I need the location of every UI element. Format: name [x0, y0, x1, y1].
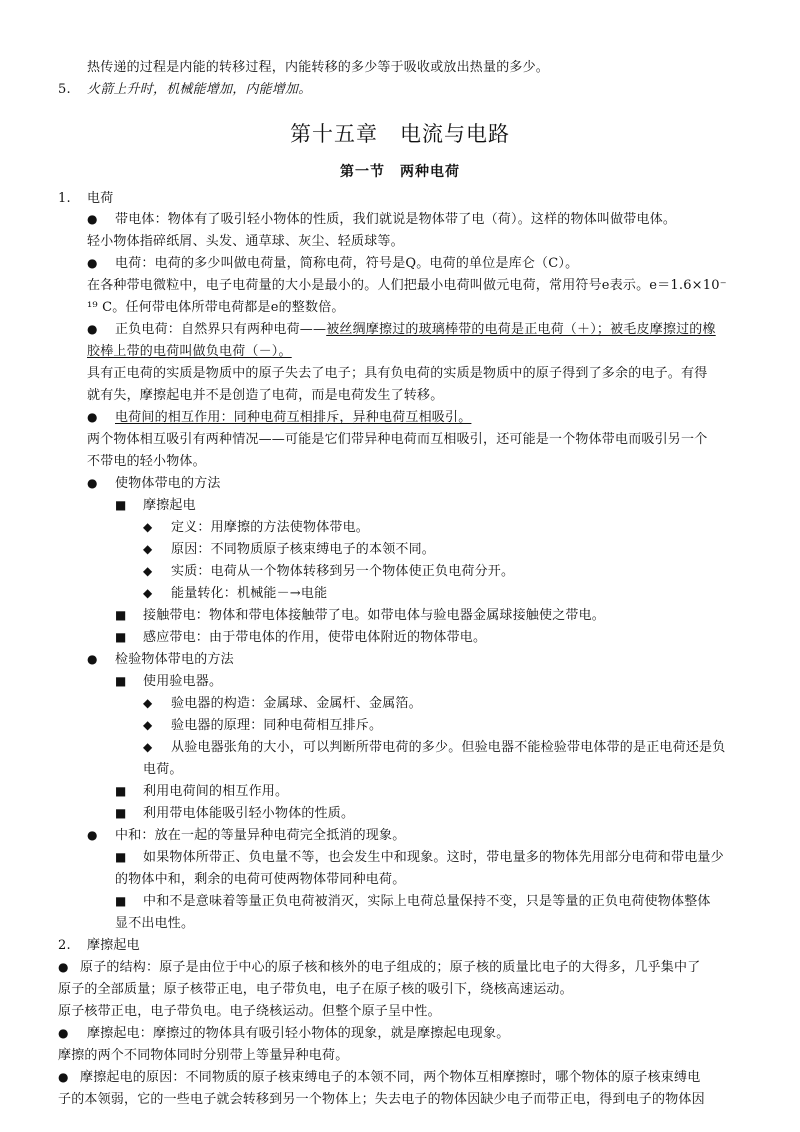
bullet-square-icon: ■: [115, 674, 127, 688]
subheading: 检验物体带电的方法: [115, 652, 234, 667]
bullet-diamond-icon: ◆: [143, 542, 153, 556]
subheading: 摩擦起电: [143, 498, 196, 513]
bullet-square-icon: ■: [115, 630, 127, 644]
list-item-text: 利用电荷间的相互作用。: [143, 784, 289, 799]
underlined-text: 电荷间的相互作用：同种电荷互相排斥，异种电荷互相吸引。: [115, 410, 472, 425]
list-item-text: 感应带电：由于带电体的作用，使带电体附近的物体带电。: [143, 630, 487, 645]
list-item-text: 接触带电：物体和带电体接触带了电。如带电体与验电器金属球接触使之带电。: [143, 608, 606, 623]
paragraph-line: 摩擦起电的原因：不同物质的原子核束缚电子的本领不同，两个物体互相摩擦时，哪个物体的原子核束缚电: [80, 1070, 701, 1085]
list-item-text: 验电器的原理：同种电荷相互排斥。: [171, 718, 383, 733]
list-item-text: 如果物体所带正、负电量不等，也会发生中和现象。这时，带电量多的物体先用部分电荷和带电量少: [143, 850, 724, 865]
paragraph-line: ¹⁹ C。任何带电体所带电荷都是e的整数倍。: [87, 300, 345, 315]
list-item-text: 的物体中和，剩余的电荷可使两物体带同种电荷。: [115, 872, 406, 887]
paragraph-line: 摩擦起电：摩擦过的物体具有吸引轻小物体的现象，就是摩擦起电现象。: [87, 1026, 510, 1041]
paragraph-line: 中和：放在一起的等量异种电荷完全抵消的现象。: [115, 828, 406, 843]
paragraph-line: 原子的全部质量；原子核带正电，电子带负电，电子在原子核的吸引下，绕核高速运动。: [58, 982, 573, 997]
list-number: 1.: [58, 191, 71, 206]
list-number: 2.: [58, 938, 71, 953]
underlined-text: 被丝绸摩擦过的玻璃棒带的电荷是正电荷（＋）；被毛皮摩擦过的橡: [326, 322, 716, 337]
paragraph-line: 热传递的过程是内能的转移过程，内能转移的多少等于吸收或放出热量的多少。: [87, 60, 550, 75]
section-title: 第一节 两种电荷: [340, 164, 460, 180]
bullet-circle-icon: ●: [87, 256, 98, 270]
list-item-text: 能量转化：机械能－→电能: [171, 586, 328, 601]
bullet-diamond-icon: ◆: [143, 718, 153, 732]
bullet-circle-icon: ●: [87, 322, 98, 336]
paragraph-line: [87, 342, 800, 362]
bullet-square-icon: ■: [115, 784, 127, 798]
list-item-text: 使用验电器。: [143, 674, 223, 689]
subheading: 使物体带电的方法: [115, 476, 221, 491]
bullet-square-icon: ■: [115, 608, 127, 622]
list-item-text: 实质：电荷从一个物体转移到另一个物体使正负电荷分开。: [171, 564, 515, 579]
bullet-diamond-icon: ◆: [143, 564, 153, 578]
bullet-diamond-icon: ◆: [143, 740, 153, 754]
heading-item: 电荷: [87, 191, 114, 206]
bullet-circle-icon: ●: [87, 476, 98, 490]
paragraph-line: [115, 408, 800, 428]
paragraph-line: [115, 320, 800, 340]
bullet-square-icon: ■: [115, 894, 127, 908]
paragraph-line: 在各种带电微粒中，电子电荷量的大小是最小的。人们把最小电荷叫做元电荷，常用符号e表示。e＝1.6×10⁻: [87, 278, 727, 293]
list-item-text: 原因：不同物质原子核束缚电子的本领不同。: [171, 542, 436, 557]
bullet-diamond-icon: ◆: [143, 520, 153, 534]
bullet-diamond-icon: ◆: [143, 586, 153, 600]
bullet-circle-icon: ●: [87, 212, 98, 226]
bullet-square-icon: ■: [115, 498, 127, 512]
text-span: 正负电荷：自然界只有两种电荷——: [115, 322, 327, 337]
paragraph-line: 原子核带正电，电子带负电。电子绕核运动。但整个原子呈中性。: [58, 1004, 441, 1019]
list-item-text: 电荷。: [143, 762, 183, 777]
paragraph-line: 不带电的轻小物体。: [87, 454, 206, 469]
list-item-text: 定义：用摩擦的方法使物体带电。: [171, 520, 370, 535]
heading-item: 摩擦起电: [87, 938, 140, 953]
bullet-circle-icon: ●: [87, 410, 98, 424]
list-item-text: 从验电器张角的大小，可以判断所带电荷的多少。但验电器不能检验带电体带的是正电荷还是负: [171, 740, 726, 755]
bullet-circle-icon: ●: [87, 828, 98, 842]
list-item-text: 利用带电体能吸引轻小物体的性质。: [143, 806, 355, 821]
chapter-title: 第十五章 电流与电路: [290, 122, 510, 146]
bullet-circle-icon: ●: [58, 1026, 69, 1040]
underlined-text: 胶棒上带的电荷叫做负电荷（－）。: [87, 344, 292, 359]
list-item-text: 中和不是意味着等量正负电荷被消灭，实际上电荷总量保持不变，只是等量的正负电荷使物体整体: [143, 894, 711, 909]
paragraph-line: 原子的结构：原子是由位于中心的原子核和核外的电子组成的；原子核的质量比电子的大得多，几乎集中了: [80, 960, 701, 975]
paragraph-line: 电荷：电荷的多少叫做电荷量，简称电荷，符号是Q。电荷的单位是库仑（C）。: [115, 256, 579, 271]
bullet-diamond-icon: ◆: [143, 696, 153, 710]
paragraph-line: 轻小物体指碎纸屑、头发、通草球、灰尘、轻质球等。: [87, 234, 404, 249]
bullet-square-icon: ■: [115, 850, 127, 864]
list-number: 5.: [58, 82, 71, 97]
list-item-text: 验电器的构造：金属球、金属杆、金属箔。: [171, 696, 422, 711]
list-item-text: 显不出电性。: [115, 916, 195, 931]
paragraph-line: 摩擦的两个不同物体同时分别带上等量异种电荷。: [58, 1048, 349, 1063]
paragraph-line: 带电体：物体有了吸引轻小物体的性质，我们就说是物体带了电（荷）。这样的物体叫做带电体。: [115, 212, 677, 227]
bullet-circle-icon: ●: [87, 652, 98, 666]
paragraph-line: 就有失，摩擦起电并不是创造了电荷，而是电荷发生了转移。: [87, 388, 444, 403]
paragraph-line: 具有正电荷的实质是物质中的原子失去了电子；具有负电荷的实质是物质中的原子得到了多余的电子。有得: [87, 366, 708, 381]
paragraph-line: 子的本领弱，它的一些电子就会转移到另一个物体上；失去电子的物体因缺少电子而带正电，得到电子的物体因: [58, 1092, 705, 1107]
bullet-circle-icon: ●: [58, 960, 69, 974]
bullet-square-icon: ■: [115, 806, 127, 820]
paragraph-line: 两个物体相互吸引有两种情况——可能是它们带异种电荷而互相吸引，还可能是一个物体带电而吸引另一个: [87, 432, 708, 447]
bullet-circle-icon: ●: [58, 1070, 69, 1084]
list-item-text: 火箭上升时，机械能增加，内能增加。: [87, 82, 312, 97]
